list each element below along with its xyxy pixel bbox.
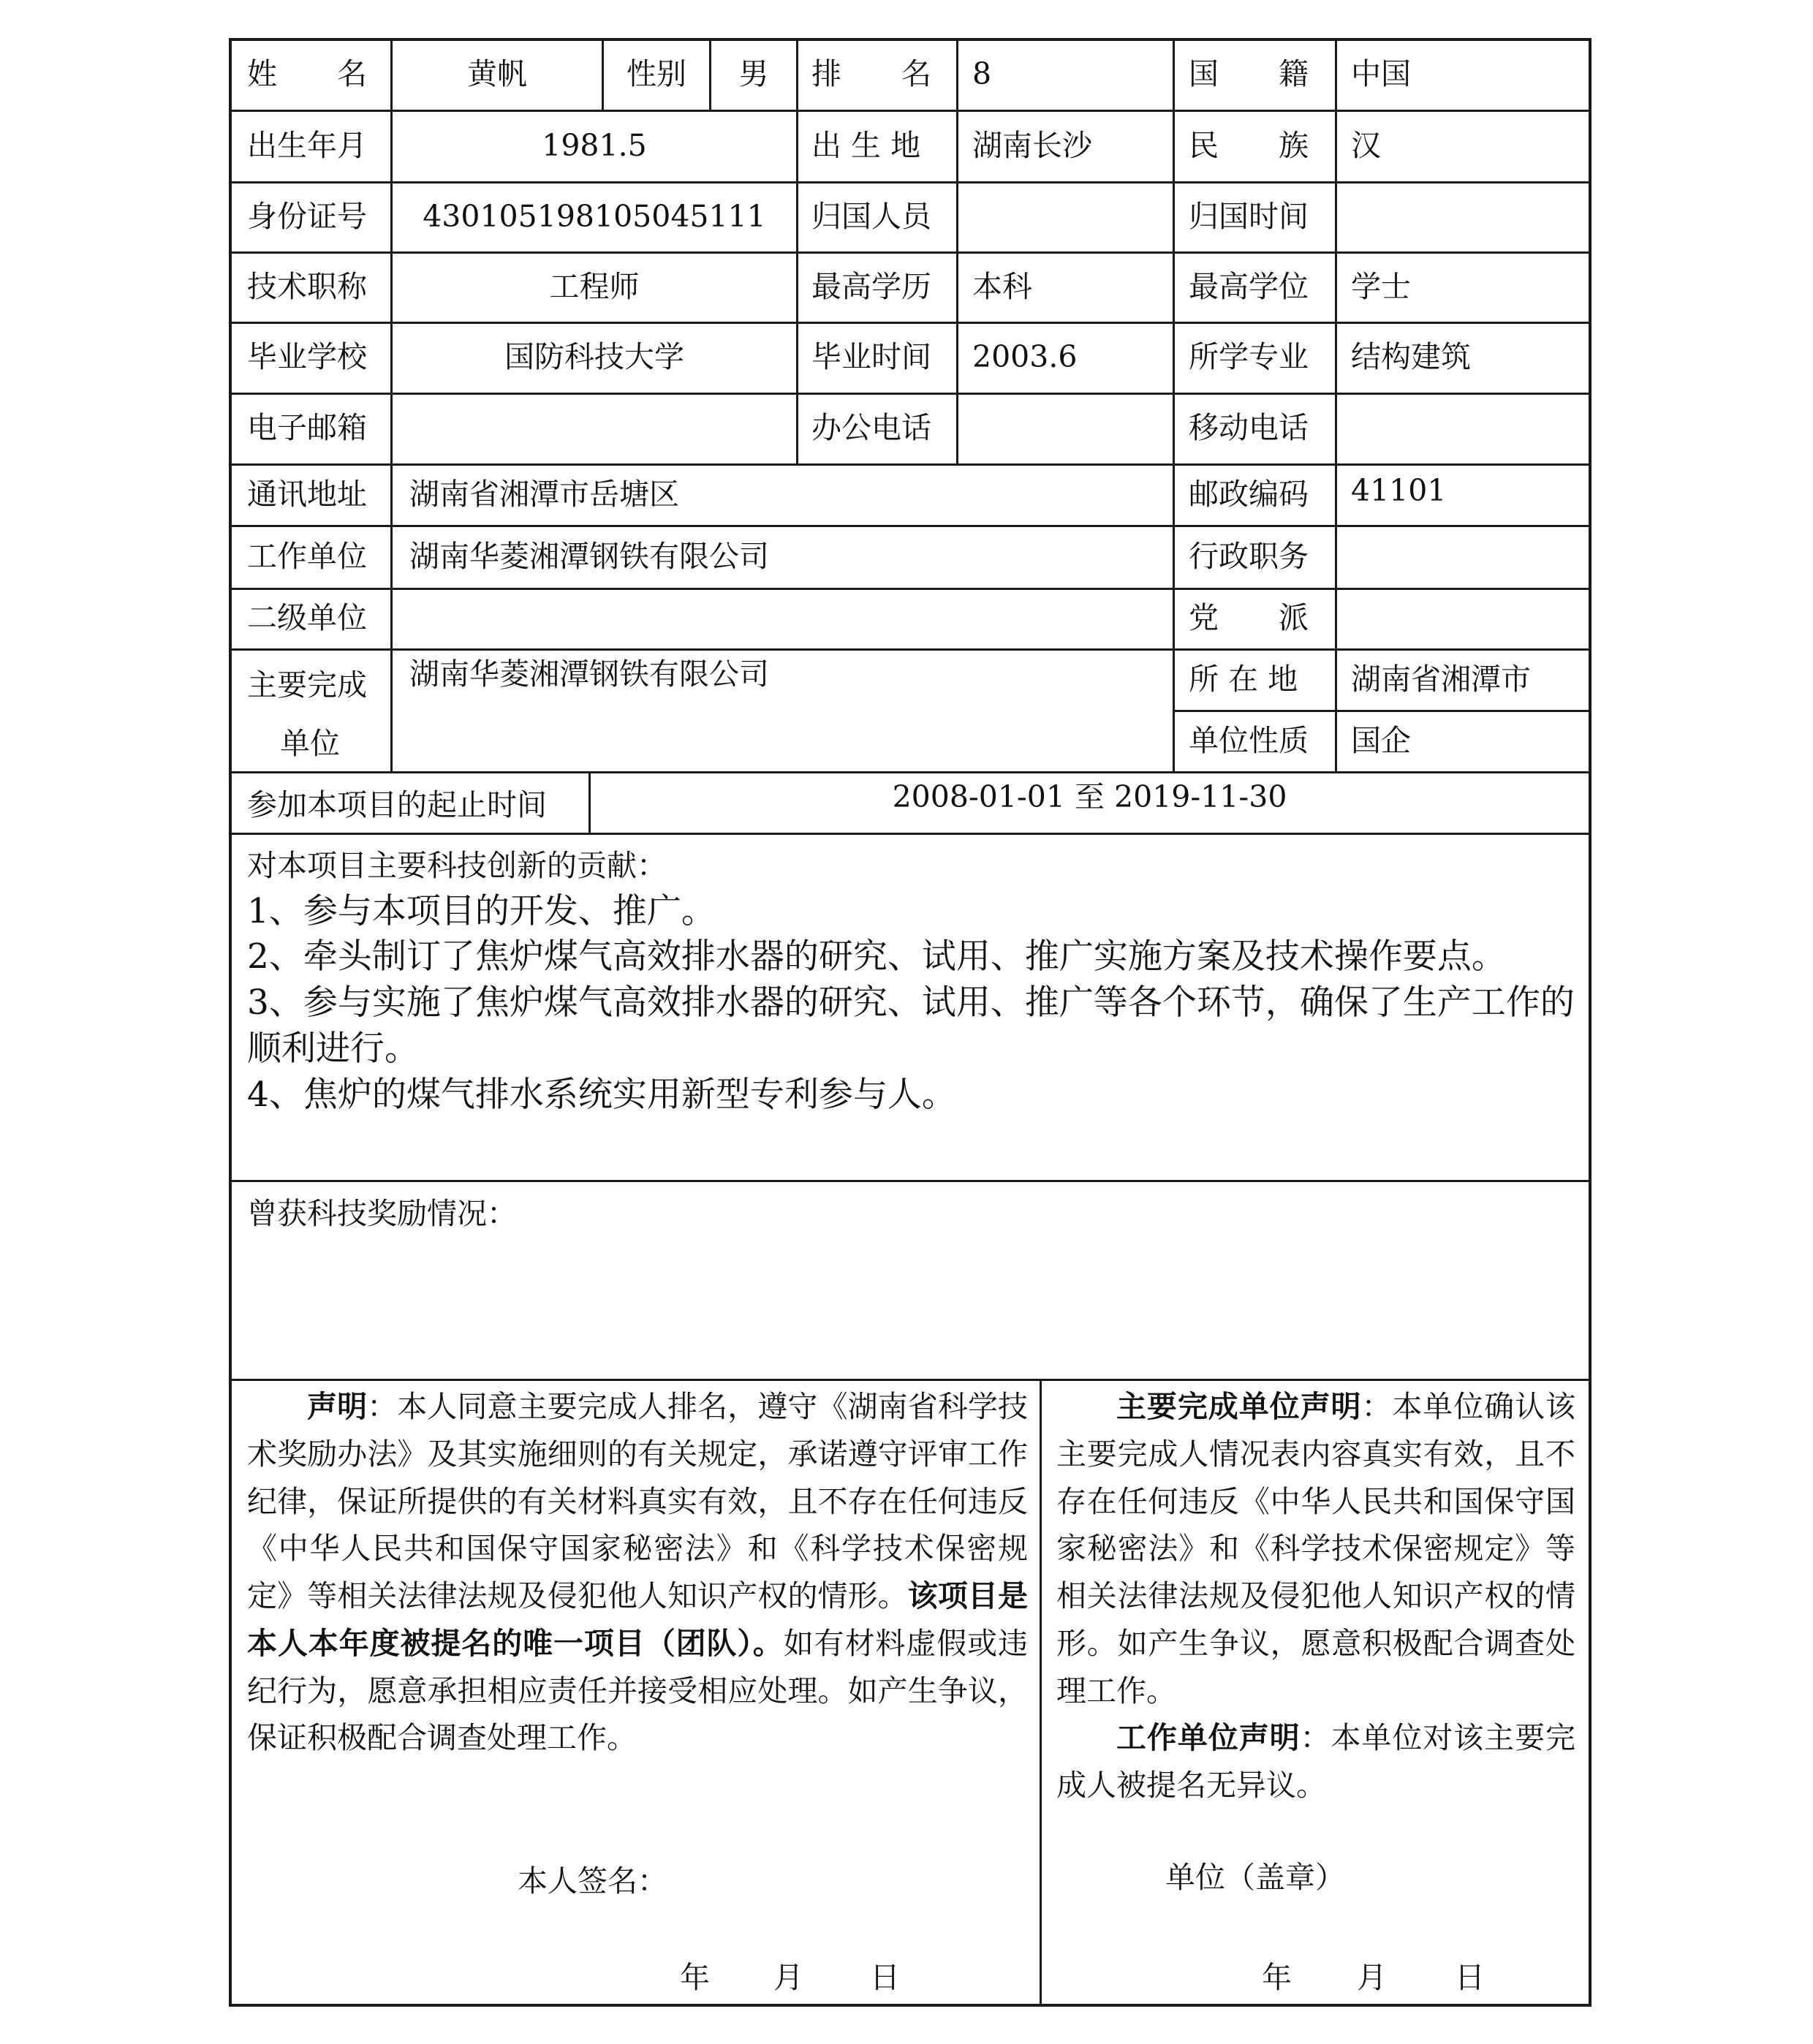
birthplace-label: 出 生 地 [811,127,921,163]
id-value: 430105198105045111 [423,198,766,234]
contribution-item: 3、参与实施了焦炉煤气高效排水器的研究、试用、推广等各个环节，确保了生产工作的顺利进行。 [247,983,1575,1070]
unit-seal-label: 单位（盖章） [1165,1860,1345,1895]
school-label: 毕业学校 [247,339,367,374]
signature-label: 本人签名： [518,1863,667,1899]
main-unit-declaration-label: 主要完成单位声明 [1116,1389,1362,1424]
main-unit-declaration-text: ：本单位确认该主要完成人情况表内容真实有效，且不存在任何违反《中华人民共和国保守国家秘密法》和《科学技术保密规定》等相关法律法规及侵犯他人知识产权的情形。如产生争议，愿意积极配合调查处理工作。 [1056,1389,1576,1708]
sign-day: 日 [870,1960,900,1995]
grad-time-value: 2003.6 [972,339,1078,374]
col-line [956,38,958,463]
degree-value: 学士 [1351,268,1411,304]
sign-year: 年 [680,1960,710,1995]
party-value [1351,588,1585,648]
main-unit-label-line2: 单位 [280,725,340,761]
contribution-item: 1、参与本项目的开发、推广。 [247,890,716,931]
nationality-value: 中国 [1351,56,1411,91]
rank-label: 排 名 [811,56,931,91]
seal-year: 年 [1262,1960,1292,1995]
sign-month: 月 [773,1960,803,1995]
nationality-label: 国 籍 [1189,56,1309,91]
degree-label: 最高学位 [1189,268,1309,304]
location-label: 所 在 地 [1189,661,1298,697]
location-value: 湖南省湘潭市 [1351,661,1531,697]
birthplace-value: 湖南长沙 [972,127,1092,163]
personal-declaration-bold: 该项目是本人本年度被提名的唯一项目（团队）。 [247,1578,1029,1661]
col-line [1040,1379,1042,2004]
personal-declaration-label: 声明 [307,1389,368,1424]
position-label: 行政职务 [1189,538,1309,574]
row-line [229,833,1591,835]
tech-title-label: 技术职称 [247,268,367,304]
rank-value: 8 [972,56,992,91]
address-value: 湖南省湘潭市岳塘区 [409,476,679,512]
table-border-right [1589,38,1591,2007]
gender-label: 性别 [627,56,686,91]
education-value: 本科 [972,268,1032,304]
ethnicity-label: 民 族 [1189,127,1309,163]
work-unit-declaration-label: 工作单位声明 [1116,1720,1301,1756]
sub-unit-label: 二级单位 [247,600,367,635]
return-time-value [1351,181,1585,251]
contribution-heading: 对本项目主要科技创新的贡献： [247,848,667,883]
major-label: 所学专业 [1189,339,1309,374]
email-value [393,393,796,463]
postcode-label: 邮政编码 [1189,476,1309,512]
contribution-section [247,844,1578,1118]
period-label: 参加本项目的起止时间 [247,787,547,822]
work-unit-declaration-text: ：本单位对该主要完成人被提名无异议。 [1056,1720,1576,1803]
party-label: 党 派 [1189,600,1309,635]
position-value [1351,525,1585,588]
col-line [390,648,393,771]
personal-declaration [247,1383,1028,1762]
table-border-left [229,38,232,2007]
returnee-label: 归国人员 [811,198,931,234]
employer-value: 湖南华菱湘潭钢铁有限公司 [409,538,769,574]
employer-label: 工作单位 [247,538,367,574]
unit-type-value: 国企 [1351,722,1411,758]
returnee-value [972,181,1170,251]
row-line [229,1379,1591,1381]
tech-title-value: 工程师 [549,268,640,304]
contribution-item: 2、牵头制订了焦炉煤气高效排水器的研究、试用、推广实施方案及技术操作要点。 [247,936,1506,977]
id-label: 身份证号 [247,198,367,234]
row-line [229,1180,1591,1182]
return-time-label: 归国时间 [1189,198,1309,234]
awards-heading: 曾获科技奖励情况： [247,1196,517,1231]
personal-declaration-text: ：本人同意主要完成人排名，遵守《湖南省科学技术奖励办法》及其实施细则的有关规定，承诺遵守评审工作纪律，保证所提供的有关材料真实有效，且不存在任何违反《中华人民共和国保守国家秘密法》和《科学技术保密规定》等相关法律法规及侵犯他人知识产权的情形。 [247,1389,1029,1614]
email-label: 电子邮箱 [247,410,367,445]
period-value: 2008-01-01 至 2019-11-30 [892,779,1287,814]
gender-value: 男 [738,56,769,91]
name-value: 黄帆 [467,56,527,91]
name-label: 姓 名 [247,56,367,91]
office-phone-label: 办公电话 [811,410,931,445]
address-label: 通讯地址 [247,476,367,512]
mobile-value [1351,393,1585,463]
unit-type-label: 单位性质 [1189,722,1309,758]
education-label: 最高学历 [811,268,931,304]
seal-day: 日 [1455,1960,1485,1995]
birth-value: 1981.5 [542,127,647,163]
col-line [796,38,798,463]
office-phone-value [972,393,1170,463]
mobile-label: 移动电话 [1189,410,1309,445]
main-unit-label-line1: 主要完成 [247,667,367,703]
postcode-value: 41101 [1351,472,1447,508]
seal-month: 月 [1357,1960,1387,1995]
ethnicity-value: 汉 [1351,127,1381,163]
contribution-item: 4、焦炉的煤气排水系统实用新型专利参与人。 [247,1075,956,1116]
main-unit-value: 湖南华菱湘潭钢铁有限公司 [409,656,769,692]
table-border-bottom [229,2004,1591,2007]
school-value: 国防科技大学 [504,339,684,374]
major-value: 结构建筑 [1351,339,1471,374]
personal-declaration-text-2: 如有材料虚假或违纪行为，愿意承担相应责任并接受相应处理。如产生争议，保证积极配合调查处理工作。 [247,1625,1029,1756]
sub-unit-value [409,588,1162,648]
col-line [1335,38,1337,771]
birth-label: 出生年月 [247,127,367,163]
unit-declaration [1056,1383,1575,1809]
grad-time-label: 毕业时间 [811,339,931,374]
col-line [1173,38,1175,771]
